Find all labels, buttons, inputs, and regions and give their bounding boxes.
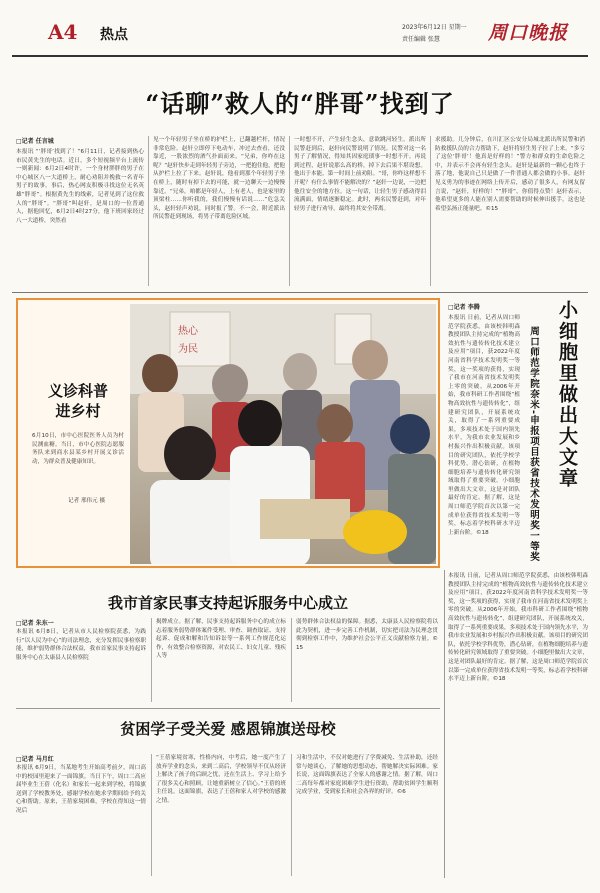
photo-frame bbox=[16, 298, 440, 568]
story3-column-3: 习和生活中，不仅对她进行了学费减免、生活补助，还经常与她谈心，了解她的思想动态，帮她解决实际困难。家长说，这面锦旗表达了全家人的感谢之情。据了解，周口二高每年都对家庭困难学生进行资助，帮助贫困学生顺利完成学业，受到家长和社会各界的好评。©6 bbox=[296, 755, 438, 796]
column-divider bbox=[291, 754, 292, 876]
photo-caption: 6月10日，市中心医院医务人员为村民测血糖。当日，市中心医院志愿服务队来到商水县某乡村开展义诊活动，为群众普及健康知识。 bbox=[32, 433, 124, 465]
side-byline: □记者 李腾 bbox=[448, 304, 480, 311]
lead-column-3: 一时想不开，产生轻生念头，意欲跳河轻生。派出所民警赶到后，赵轩向民警说明了情况。民警对这一名男子了解情况，得知其因家庭琐事一时想不开。再说到过程，赵轩说那么高的桥，掉下去后果不堪设想。他出于本能，第一时间上前劝阻。“哥，你咋这样想不开呢？有什么事情不能解决的？”赵轩一边说，一边把他往安全的地方拉。这一句话，让轻生男子感动得泪流满面，情绪逐渐稳定。此时，两名民警赶到，对年轻男子进行劝导，最终将其安全带离。 bbox=[294, 137, 426, 212]
lead-column-1: 本报讯 “‘胖哥’找到了！”6月11日，记者接到热心市民黄先生的电话。近日，多个短视频平台上流传一则新闻：6月2日4时许，一个身材胖胖的男子在中心城区八一大道桥上，耐心劝阻并挽救一名青年男子的故事。事后，热心网友积极寻找这位无名英雄“胖哥”。根据黄先生的线索，记者见到了这位救人的“胖哥”。“胖哥”叫赵轩，是周口的一位普通人，据他回忆，6月2日4时27分，他下班回家经过八一大道桥，突然看 bbox=[16, 149, 144, 224]
column-divider bbox=[291, 618, 292, 702]
photo-credit: 记者 邢伟元 摄 bbox=[68, 498, 106, 504]
column-divider bbox=[151, 618, 152, 702]
story2-column-3: 弱势群体合法权益的保障。据悉，太康县人民检察院将以此为契机，进一步完善工作机制，切实把司法为民理念贯彻到检察工作中，为维护社会公平正义贡献检察力量。©15 bbox=[296, 619, 438, 651]
story3-headline: 贫困学子受关爱 感恩锦旗送母校 bbox=[120, 720, 336, 738]
side-text-upper: 本报讯 日前，记者从周口师范学院获悉，由该校韩明森教授团队主持完成的“植物高效抗性与遗传转化技术建立及应用”项目，获2022年度河南省科学技术发明奖一等奖，这一奖项的获得，实现了我市在河南省技术发明奖上零的突破。从2006年开始，我市科研工作者围绕“植物高效抗性与遗传转化”，组建研究团队，开展系统攻关，取得了一系列重要成果，多项技术处于国内领先水平，为我市农业发展和乡村振兴作出积极贡献。该项目的研究团队，依托学校学科优势，潜心钻研，在植物细胞培养与遗传转化研究领域取得了重要突破。小细胞里做出大文章，这是对团队最好的肯定。据了解，这是周口师范学院首次以第一完成单位获得省技术发明一等奖，标志着学校科研水平迈上新台阶。©18 bbox=[448, 315, 520, 536]
editor-credit: 责任编辑 张慧 bbox=[402, 36, 440, 43]
story3-column-1: 本报讯 6月9日，当某地考生开始高考前夕，周口高中的校园里迎来了一面锦旗。当日下午，周口二高应届毕业生王蓓（化名）和家长一起来到学校，将锦旗送到了学校教务处，感谢学校在她求学期间给予的关心和帮助。原来，王蓓家境困难，学校在得知这一情况后 bbox=[16, 765, 146, 814]
column-divider bbox=[289, 136, 290, 286]
photo-title-line-1: 义诊科普 bbox=[47, 382, 108, 400]
section-name: 热点 bbox=[100, 27, 128, 43]
lead-byline: □记者 任言城 bbox=[16, 138, 54, 145]
side-headline: 小细胞里做出大文章 bbox=[556, 300, 578, 489]
column-divider bbox=[148, 136, 149, 286]
side-text-lower: 本报讯 日前，记者从周口师范学院获悉，由该校韩明森教授团队主持完成的“植物高效抗性与遗传转化技术建立及应用”项目，获2022年度河南省科学技术发明奖一等奖，这一奖项的获得，实现了我市在河南省技术发明奖上零的突破。从2006年开始，我市科研工作者围绕“植物高效抗性与遗传转化”，组建研究团队，开展系统攻关，取得了一系列重要成果，多项技术处于国内领先水平，为我市农业发展和乡村振兴作出积极贡献。该项目的研究团队，依托学校学科优势，潜心钻研，在植物细胞培养与遗传转化研究领域取得了重要突破。小细胞里做出大文章，这是对团队最好的肯定。据了解，这是周口师范学院首次以第一完成单位获得省技术发明一等奖，标志着学校科研水平迈上新台阶。©18 bbox=[448, 573, 588, 683]
clinic-photo bbox=[130, 304, 436, 564]
page-number: A4 bbox=[48, 20, 78, 44]
story2-column-1: 本报讯 6月8日，记者从市人民检察院获悉，为践行“以人民为中心”的司法理念，充分发挥民事检察职能，维护弱势群体合法权益，我市首家民事支持起诉服务中心在太康县人民检察院 bbox=[16, 629, 146, 661]
lead-column-2: 见一个年轻男子坐在桥的护栏上，已翻越栏杆，情况非常危险。赵轩立即停下电动车，冲过去查看，还没靠近，一股浓烈的酒气扑面而来。“兄弟，你咋在这呢？”赵轩快步走到年轻男子旁边，一把抱住他，把他从护栏上拉了下来。赵轩说，他看到那个年轻男子坐在桥上，随时有掉下去的可能，就一边聊天一边慢慢靠近。“兄弟，咱都是年轻人，上有老人，也是家里的顶梁柱……你听我的，我们慢慢有话说……”危急关头，赵轩轻声劝说，同时报了警。不一会，附近派出所民警赶到现场，将男子带离危险区域。 bbox=[153, 137, 285, 221]
lead-headline: “话聊”救人的“胖哥”找到了 bbox=[145, 89, 455, 118]
side-column-divider bbox=[444, 570, 445, 878]
svg-text:热心: 热心 bbox=[178, 326, 198, 337]
story2-column-2: 揭牌成立。据了解，民事支持起诉服务中心的成立标志着服务弱势群体案件受理、审查、调查取证、支持起诉、促成和解和告知诉讼等一系列工作规范化运作，有效整合检察资源，对农民工、妇女儿童、残疾人等 bbox=[156, 619, 286, 660]
story2-byline: □记者 朱东一 bbox=[16, 620, 54, 627]
photo-title-line-2: 进乡村 bbox=[55, 402, 101, 420]
side-subhead: 周口师范学院奈米-申报项目获省技术发明奖一等奖 bbox=[528, 326, 539, 562]
story2-headline: 我市首家民事支持起诉服务中心成立 bbox=[107, 594, 348, 612]
svg-text:为民: 为民 bbox=[178, 344, 198, 355]
story3-column-2: “王蓓家境贫寒，性格内向，中考后，她一度产生了放弃学业的念头，来到二高后，学校领导不仅从经济上解决了孩子的后顾之忧，还在生活上、学习上给予了很多关心和照顾，让她重新树立了信心。”王蓓的班主任说。这面锦旗，表达了王蓓和家人对学校的感激之情。 bbox=[156, 755, 286, 804]
lead-column-4: 求援助。几分钟后，在川汇区公安分局城北派出所民警和消防救援队员的合力帮助下，赵轩将轻生男子拉了上来。“多亏了这位‘胖哥’！他真是好样的！”警方和群众的生命危险之中，并表示不会再有轻生念头。赵轩是最新的一颗心也终于落了地，他说自己只是做了一件普通人都会做的小事。赵轩见义勇为的事迹在网络上传开后，感动了很多人，有网友留言说，“赵轩，好样的！”“胖哥”，你值得点赞！赵轩表示，他希望更多的人能在别人需要帮助的时候伸出援手，这也是希望弘扬正能量吧。©15 bbox=[435, 137, 585, 212]
page-header bbox=[12, 14, 588, 54]
story3-byline: □记者 马月红 bbox=[16, 756, 54, 763]
issue-date: 2023年6月12日 星期一 bbox=[402, 24, 467, 31]
story-separator bbox=[16, 708, 440, 709]
column-divider bbox=[151, 754, 152, 876]
column-divider bbox=[430, 136, 431, 286]
masthead-logo: 周口晚报 bbox=[488, 22, 569, 44]
section-rule bbox=[12, 292, 588, 293]
header-rule bbox=[12, 55, 588, 57]
